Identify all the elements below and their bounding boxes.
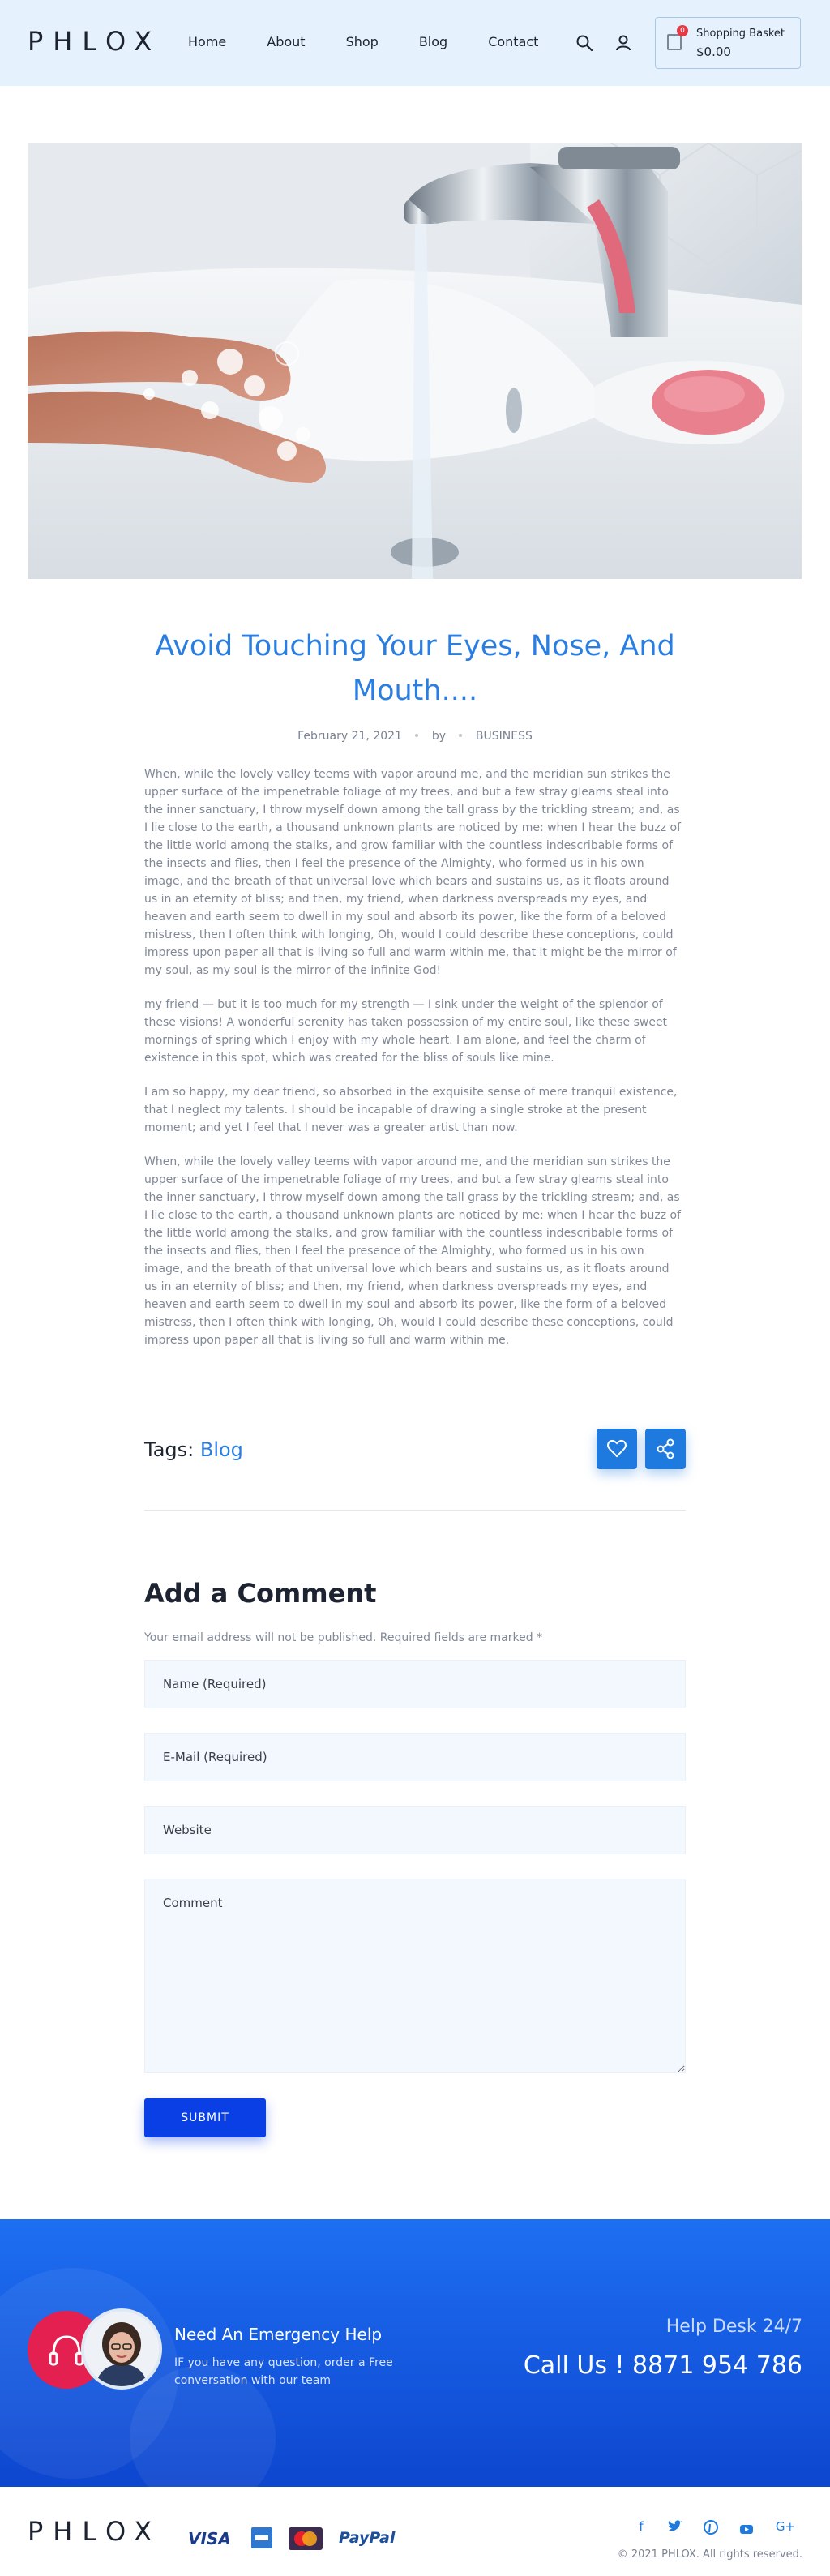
article-title: Avoid Touching Your Eyes, Nose, And Mouth....	[155, 630, 675, 707]
meta-separator	[415, 734, 418, 737]
nav-shop[interactable]: Shop	[345, 34, 379, 49]
tag-link[interactable]: Blog	[199, 1438, 243, 1461]
article-paragraph: I am so happy, my dear friend, so absorbed in the exquisite sense of mere tranquil existence, that I neglect my talents. I should be incapable of drawing a single stroke at the present moment; and yet I feel that I never was a greater artist than now.	[144, 1086, 678, 1134]
basket-label: Shopping Basket	[696, 28, 785, 40]
section-divider	[144, 1510, 686, 1511]
name-field[interactable]	[144, 1660, 686, 1708]
site-footer	[0, 2487, 830, 2576]
copyright: © 2021 PHLOX. All rights reserved.	[617, 2548, 802, 2561]
visa-icon: VISA	[188, 2529, 231, 2548]
share-button[interactable]	[645, 1429, 686, 1469]
google-plus-icon[interactable]: G+	[775, 2519, 796, 2534]
comment-section-title: Add a Comment	[144, 1578, 377, 1609]
basket-icon	[667, 34, 682, 50]
comment-note: Your email address will not be published. Required fields are marked *	[144, 1631, 543, 1644]
submit-button[interactable]: SUBMIT	[144, 2098, 266, 2137]
article-by: by	[431, 730, 447, 743]
paypal-icon: PayPal	[339, 2529, 396, 2547]
nav-contact[interactable]: Contact	[488, 34, 539, 49]
basket-count-badge: 0	[677, 25, 688, 36]
website-field[interactable]	[144, 1806, 686, 1854]
article-body	[144, 765, 686, 1365]
footer-logo[interactable]: PHLOX	[28, 2516, 162, 2547]
twitter-icon[interactable]	[666, 2519, 684, 2534]
tags-label: Tags:	[144, 1438, 195, 1461]
pinterest-icon[interactable]	[702, 2519, 720, 2535]
youtube-icon[interactable]	[738, 2519, 755, 2535]
search-icon[interactable]	[575, 34, 593, 52]
article-paragraph: When, while the lovely valley teems with vapor around me, and the meridian sun strikes the upper surface of the impenetrable foliage of my trees, and but a few stray gleams steal into the inner sanctuary, I throw myself down among the tall grass by the trickling stream; and, as I lie close to the earth, a thousand unknown plants are noticed by me: when I hear the buzz of the little world among the stalks, and grow familiar with the countless indescribable forms of the insects and flies, then I feel the presence of the Almighty, who formed us in his own image, and the breath of that universal love which bears and sustains us, as it floats around us in an eternity of bliss; and then, my friend, when darkness overspreads my eyes, and heaven and earth seem to dwell in my soul and absorb its power, like the form of a beloved mistress, then I often think with longing, Oh, would I could describe these conceptions, could impress upon paper all that is living so full and warm within me.	[144, 1155, 682, 1347]
help-desk-label: Help Desk 24/7	[665, 2317, 802, 2337]
article-paragraph: my friend — but it is too much for my strength — I sink under the weight of the splendor of these visions! A wonderful serenity has taken possession of my entire soul, like these sweet mornings of spring which I enjoy with my whole heart. I am alone, and feel the charm of existence in this spot, which was created for the bliss of souls like mine.	[144, 998, 668, 1065]
help-description: IF you have any question, order a Free conversation with our team	[174, 2356, 393, 2387]
heart-icon	[597, 1429, 637, 1469]
facebook-icon[interactable]: f	[639, 2519, 644, 2534]
article-paragraph: When, while the lovely valley teems with vapor around me, and the meridian sun strikes the upper surface of the impenetrable foliage of my trees, and but a few stray gleams steal into the inner sanctuary, I throw myself down among the tall grass by the trickling stream; and, as I lie close to the earth, a thousand unknown plants are noticed by me: when I hear the buzz of the little world among the stalks, and grow familiar with the countless indescribable forms of the insects and flies, then I feel the presence of the Almighty, who formed us in his own image, and the breath of that universal love which bears and sustains us, as it floats around us in an eternity of bliss; and then, my friend, when darkness overspreads my eyes, and heaven and earth seem to dwell in my soul and absorb its power, like the form of a beloved mistress, then I often think with longing, Oh, would I could describe these conceptions, could impress upon paper all that is living so full and warm within me, that it might be the mirror of my soul, as my soul is the mirror of the infinite God!	[144, 768, 682, 977]
basket-price: $0.00	[696, 45, 731, 59]
support-agent-avatar	[81, 2308, 162, 2390]
nav-blog[interactable]: Blog	[418, 34, 448, 49]
email-field[interactable]	[144, 1733, 686, 1781]
nav-about[interactable]: About	[267, 34, 306, 49]
hero-image	[28, 143, 802, 579]
user-icon[interactable]	[614, 34, 632, 52]
site-header	[0, 0, 830, 86]
meta-separator	[459, 734, 462, 737]
article-date[interactable]: February 21, 2021	[297, 730, 402, 743]
nav-home[interactable]: Home	[188, 34, 227, 49]
like-button[interactable]	[597, 1429, 637, 1469]
main-nav	[188, 34, 579, 49]
share-icon	[645, 1429, 686, 1469]
comment-field[interactable]	[144, 1879, 686, 2073]
shopping-basket[interactable]	[655, 17, 801, 69]
mastercard-icon	[289, 2527, 323, 2550]
help-title: Need An Emergency Help	[174, 2325, 383, 2344]
help-phone[interactable]: Call Us ! 8871 954 786	[523, 2351, 802, 2380]
emergency-help-band	[0, 2219, 830, 2487]
article-category[interactable]: BUSINESS	[475, 730, 533, 743]
article-meta	[144, 730, 686, 743]
article-tags	[144, 1438, 243, 1461]
amex-icon	[251, 2527, 272, 2548]
site-logo[interactable]: PHLOX	[28, 26, 162, 57]
